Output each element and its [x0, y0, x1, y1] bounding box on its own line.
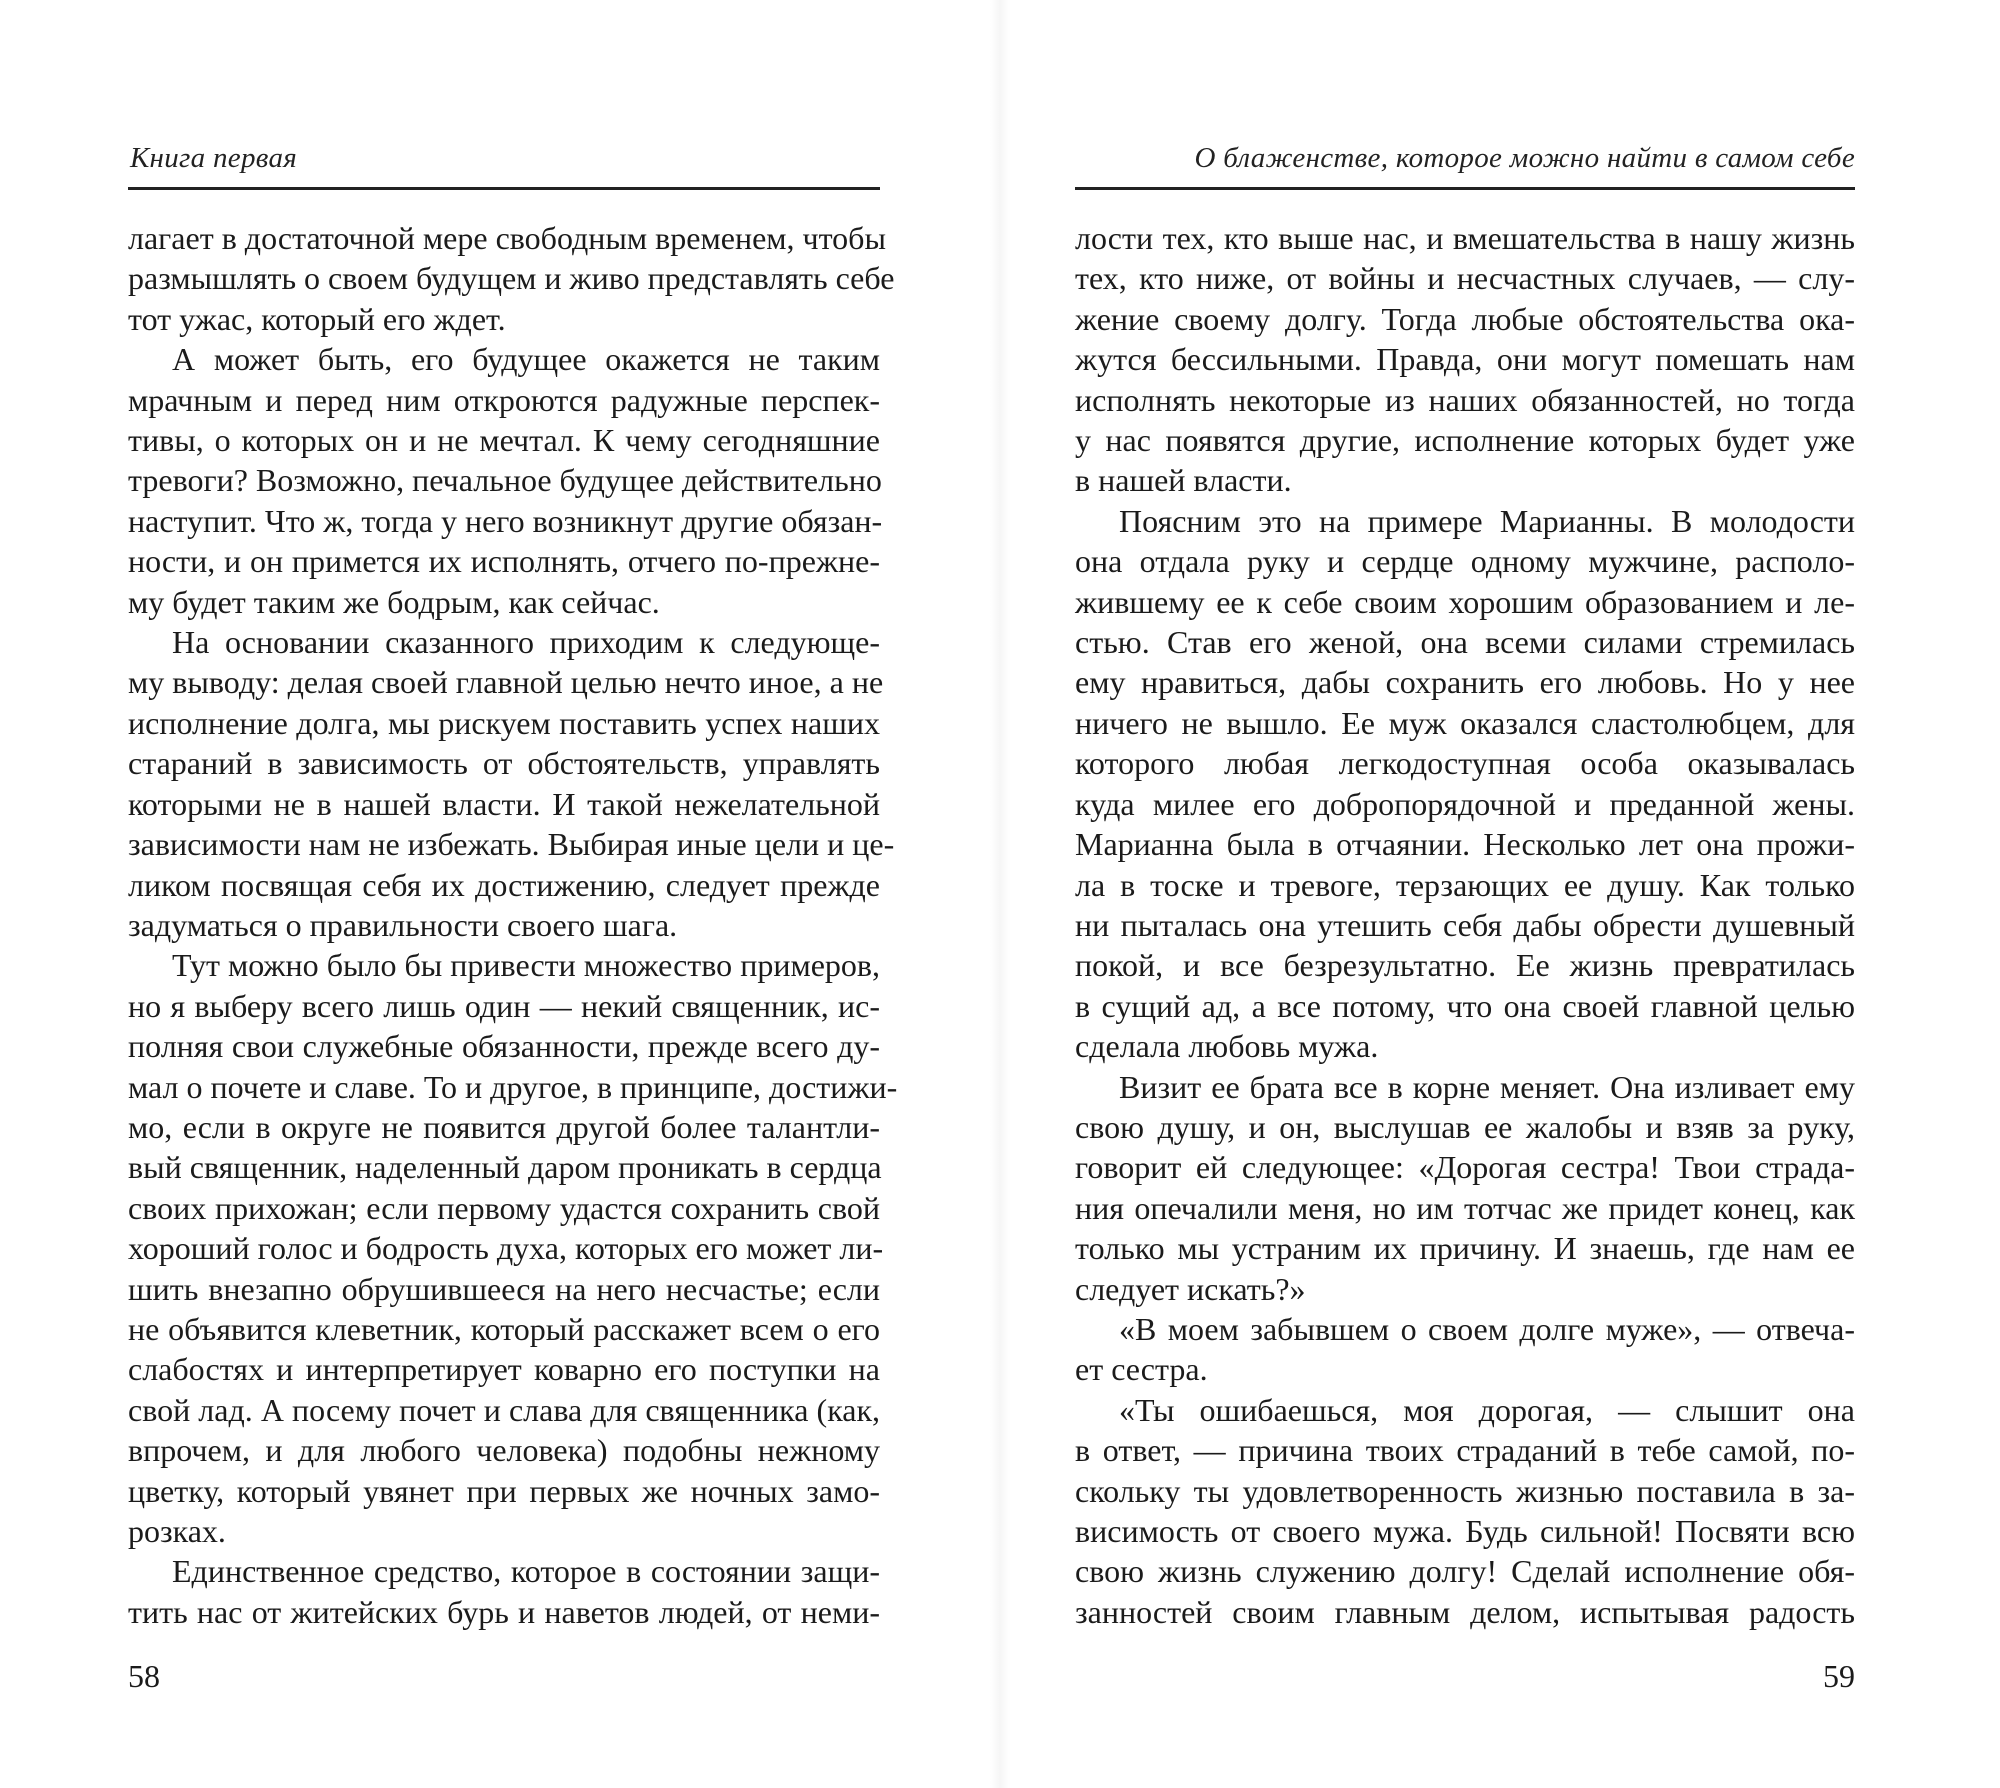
text-line: задуматься о правильности своего шага.: [128, 906, 678, 943]
text-line: свой лад. А посему почет и слава для священника (как,: [128, 1391, 880, 1428]
text-line: свою жизнь служению долгу! Сделай исполнение обя-: [1075, 1553, 1855, 1590]
text-line: сделала любовь мужа.: [1075, 1028, 1379, 1065]
text-line: хороший голос и бодрость духа, которых его может ли-: [128, 1230, 884, 1267]
book-spine: [990, 0, 1010, 1788]
text-line: исполнять некоторые из наших обязанностей, но тогда: [1075, 381, 1855, 418]
text-line: но я выберу всего лишь один — некий священник, ис-: [128, 987, 880, 1024]
text-line: впрочем, и для любого человека) подобны нежному: [128, 1432, 880, 1469]
text-line: Поясним это на примере Марианны. В молодости: [1119, 502, 1855, 539]
text-line: му выводу: делая своей главной целью нечто иное, а не: [128, 664, 884, 701]
text-line: тех, кто ниже, от войны и несчастных случаев, — слу-: [1075, 260, 1855, 297]
text-line: «В моем забывшем о своем долге муже», — отвеча-: [1119, 1310, 1855, 1347]
text-line: ни пыталась она утешить себя дабы обрести душевный: [1075, 906, 1855, 943]
text-line: в ответ, — причина твоих страданий в тебе самой, по-: [1075, 1432, 1855, 1469]
text-line: висимость от своего мужа. Будь сильной! Посвяти всю: [1075, 1513, 1855, 1549]
text-line: Визит ее брата все в корне меняет. Она изливает ему: [1119, 1068, 1855, 1105]
page-number: 59: [1823, 1658, 1855, 1694]
text-line: вый священник, наделенный даром проникать в сердца: [128, 1149, 882, 1186]
text-line: наступит. Что ж, тогда у него возникнут другие обязан-: [128, 502, 883, 539]
text-line: лагает в достаточной мере свободным временем, чтобы: [128, 220, 886, 256]
text-line: жившему ее к себе своим хорошим образованием и ле-: [1075, 583, 1855, 620]
text-line: говорит ей следующее: «Дорогая сестра! Твои страда-: [1075, 1149, 1855, 1186]
text-line: которыми не в нашей власти. И такой нежелательной: [128, 785, 880, 822]
text-line: зависимости нам не избежать. Выбирая иные цели и це-: [128, 826, 895, 863]
text-line: тивы, о которых он и не мечтал. К чему сегодняшние: [128, 422, 880, 459]
text-line: следует искать?»: [1075, 1270, 1306, 1307]
text-line: скольку ты удовлетворенность жизнью поставила в за-: [1075, 1472, 1855, 1509]
header-rule: [128, 187, 880, 190]
text-line: ему нравиться, дабы сохранить его любовь. Но у нее: [1075, 664, 1855, 701]
text-line: лости тех, кто выше нас, и вмешательства в нашу жизнь: [1075, 220, 1855, 256]
text-line: тот ужас, который его ждет.: [128, 300, 506, 337]
text-line: мо, если в округе не появится другой более талантли-: [128, 1108, 880, 1145]
body-text: [128, 218, 898, 1632]
text-line: у нас появятся другие, исполнение которых будет уже: [1075, 422, 1855, 459]
running-head: Книга первая: [130, 142, 298, 174]
text-line: занностей своим главным делом, испытывая радость: [1075, 1593, 1855, 1630]
text-line: размышлять о своем будущем и живо представлять себе: [128, 260, 895, 297]
left-page: [0, 0, 960, 1788]
text-line: Единственное средство, которое в состоянии защи-: [172, 1553, 880, 1590]
text-line: цветку, который увянет при первых же ночных замо-: [128, 1472, 880, 1509]
text-line: ничего не вышло. Ее муж оказался сластолюбцем, для: [1075, 704, 1855, 741]
text-line: тревоги? Возможно, печальное будущее действительно: [128, 462, 882, 499]
text-line: которого любая легкодоступная особа оказывалась: [1075, 745, 1855, 782]
text-line: стью. Став его женой, она всеми силами стремилась: [1075, 624, 1855, 661]
text-line: она отдала руку и сердце одному мужчине, располо-: [1075, 543, 1855, 580]
text-line: ности, и он примется их исполнять, отчего по-прежне-: [128, 543, 880, 580]
header-rule: [1075, 187, 1855, 190]
text-line: ет сестра.: [1075, 1351, 1208, 1388]
text-line: исполнение долга, мы рискуем поставить успех наших: [128, 704, 880, 741]
text-line: не объявится клеветник, который расскажет всем о его: [128, 1310, 880, 1347]
text-line: своих прихожан; если первому удастся сохранить свой: [128, 1189, 880, 1226]
page-number: 58: [128, 1658, 160, 1694]
text-line: в сущий ад, а все потому, что она своей главной целью: [1075, 987, 1855, 1024]
text-line: мал о почете и славе. То и другое, в принципе, достижи-: [128, 1068, 898, 1105]
text-line: стараний в зависимость от обстоятельств, управлять: [128, 745, 880, 782]
text-line: ла в тоске и тревоге, терзающих ее душу. Как только: [1075, 866, 1855, 903]
text-line: жение своему долгу. Тогда любые обстоятельства ока-: [1075, 300, 1855, 337]
text-line: слабостях и интерпретирует коварно его поступки на: [128, 1351, 880, 1388]
body-text: [1075, 218, 1855, 1632]
text-line: жутся бессильными. Правда, они могут помешать нам: [1075, 341, 1855, 378]
running-head: О блаженстве, которое можно найти в самом себе: [1194, 142, 1855, 174]
right-page: [1040, 0, 2000, 1788]
text-line: в нашей власти.: [1075, 462, 1292, 499]
text-line: розках.: [128, 1513, 226, 1549]
text-line: покой, и все безрезультатно. Ее жизнь превратилась: [1075, 947, 1855, 984]
text-line: Тут можно было бы привести множество примеров,: [172, 947, 880, 984]
text-line: шить внезапно обрушившееся на него несчастье; если: [128, 1270, 880, 1307]
text-line: только мы устраним их причину. И знаешь, где нам ее: [1075, 1230, 1855, 1267]
text-line: тить нас от житейских бурь и наветов людей, от неми-: [128, 1593, 880, 1630]
text-line: А может быть, его будущее окажется не таким: [172, 341, 880, 378]
text-line: мрачным и перед ним откроются радужные перспек-: [128, 381, 880, 418]
text-line: свою душу, и он, выслушав ее жалобы и взяв за руку,: [1075, 1108, 1855, 1145]
text-line: На основании сказанного приходим к следующе-: [172, 624, 880, 661]
text-line: куда милее его добропорядочной и преданной жены.: [1075, 785, 1855, 822]
text-line: Марианна была в отчаянии. Несколько лет она прожи-: [1075, 826, 1855, 863]
text-line: «Ты ошибаешься, моя дорогая, — слышит она: [1119, 1391, 1855, 1428]
text-line: ния опечалили меня, но им тотчас же придет конец, как: [1075, 1189, 1855, 1226]
text-line: полняя свои служебные обязанности, прежде всего ду-: [128, 1028, 880, 1065]
text-line: ликом посвящая себя их достижению, следует прежде: [128, 866, 880, 903]
text-line: му будет таким же бодрым, как сейчас.: [128, 583, 660, 620]
